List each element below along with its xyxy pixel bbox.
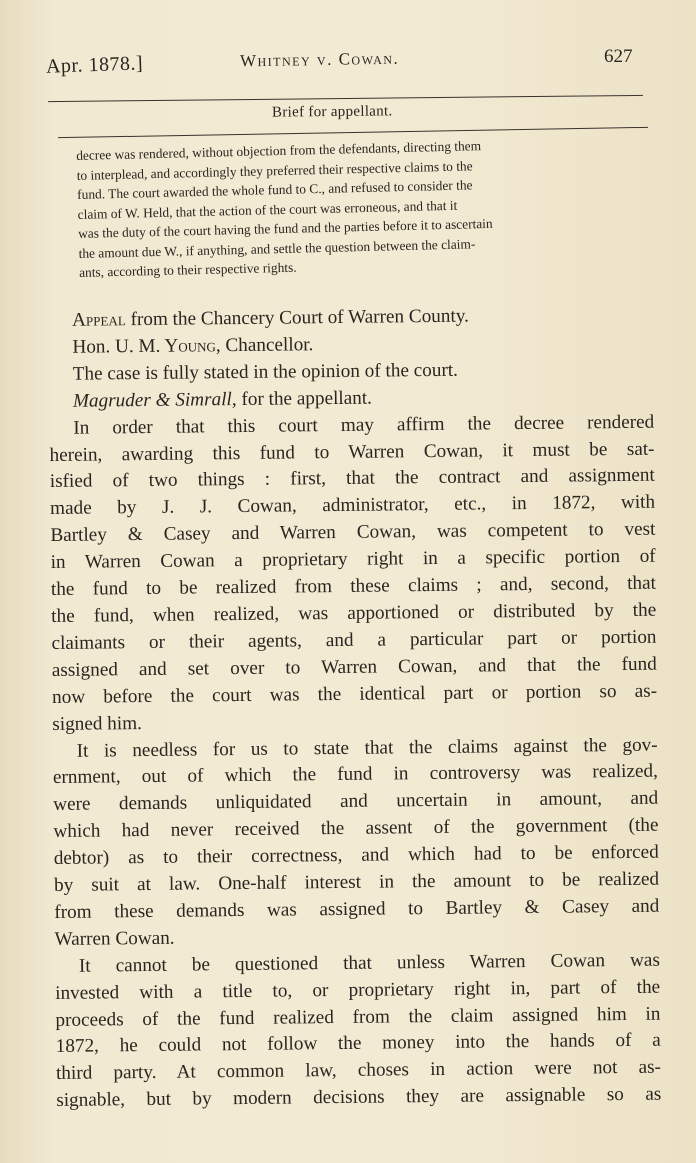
body-line: were demands unliquidated and uncertain in amount, and — [53, 787, 659, 816]
brief-subheading: Brief for appellant. — [271, 103, 393, 121]
syllabus-line: fund. The court awarded the whole fund to C., and refused to consider the — [77, 177, 473, 202]
body-line: It is needless for us to state that the claims against the gov- — [76, 734, 658, 762]
judge-title: , Chancellor. — [215, 334, 314, 357]
counsel-rest: for the appellant. — [236, 387, 373, 410]
body-line: assigned and set over to Warren Cowan, and that the fund — [51, 653, 657, 681]
header-case-title: Whitney v. Cowan. — [239, 48, 400, 71]
body-line: Bartley & Casey and Warren Cowan, was competent to vest — [50, 518, 656, 547]
body-line: It cannot be questioned that unless Warren Cowan was — [78, 949, 660, 977]
syllabus-line: the amount due W., if anything, and settle the question between the claim- — [78, 235, 476, 261]
syllabus-line: decree was rendered, without objection from the defendants, directing them — [76, 138, 482, 163]
syllabus-line: to interplead, and accordingly they preferred their respective claims to the — [76, 157, 473, 183]
case-stated-line: The case is fully stated in the opinion of the court. — [72, 359, 459, 385]
syllabus-line: was the duty of the court having the fund and the parties before it to ascertain — [77, 215, 493, 241]
body-line: from these demands was assigned to Bartley & Casey and — [54, 895, 660, 923]
running-header — [0, 0, 696, 100]
body-line: In order that this court may affirm the decree rendered — [73, 411, 655, 439]
syllabus-line: ants, according to their respective rights. — [78, 259, 297, 280]
body-line: herein, awarding this fund to Warren Cowan, it must be sat- — [49, 438, 655, 466]
syllabus-line: claim of W. Held, that the action of the court was erroneous, and that it — [77, 197, 458, 222]
header-date: Apr. 1878.] — [45, 52, 144, 78]
counsel-names: Magruder & Simrall, — [72, 388, 237, 412]
body-line: ernment, out of which the fund in controversy was realized, — [52, 761, 658, 789]
main-text — [48, 302, 661, 1115]
body-line: by suit at law. One-half interest in the amount to be realized — [53, 868, 660, 896]
body-line: made by J. J. Cowan, administrator, etc., in 1872, with — [49, 491, 656, 520]
judge-name: U. M. Young — [114, 335, 216, 358]
hon-label: Hon. — [72, 336, 116, 358]
body-line: claimants or their agents, and a particular part or portion — [51, 626, 657, 654]
appeal-word: Appeal — [72, 309, 126, 331]
body-line: signable, but by modern decisions they are assignable so as — [56, 1083, 662, 1112]
body-line: now before the court was the identical part or portion so as- — [51, 680, 658, 708]
appeal-rest: from the Chancery Court of Warren County. — [125, 305, 470, 331]
body-line: in Warren Cowan a proprietary right in a specific portion of — [50, 545, 656, 574]
body-line: which had never received the assent of the government (the — [53, 814, 659, 843]
body-line: signed him. — [52, 712, 143, 735]
page-number: 627 — [604, 46, 633, 67]
body-line: invested with a title to, or proprietary right in, part of the — [55, 976, 661, 1004]
body-line: the fund, when realized, was apportioned or distributed by the — [51, 599, 657, 627]
syllabus-headnote — [76, 132, 654, 283]
body-line: proceeds of the fund realized from the claim assigned him in — [55, 1003, 661, 1031]
body-line: debtor) as to their correctness, and which had to be enforced — [53, 841, 659, 870]
body-line: isfied of two things : first, that the contract and assignment — [49, 465, 655, 493]
body-line: 1872, he could not follow the money into the hands of a — [55, 1030, 661, 1058]
body-line: the fund to be realized from these claims ; and, second, that — [50, 572, 657, 601]
body-line: Warren Cowan. — [54, 927, 175, 950]
body-line: third party. At common law, choses in action were not as- — [55, 1056, 662, 1085]
